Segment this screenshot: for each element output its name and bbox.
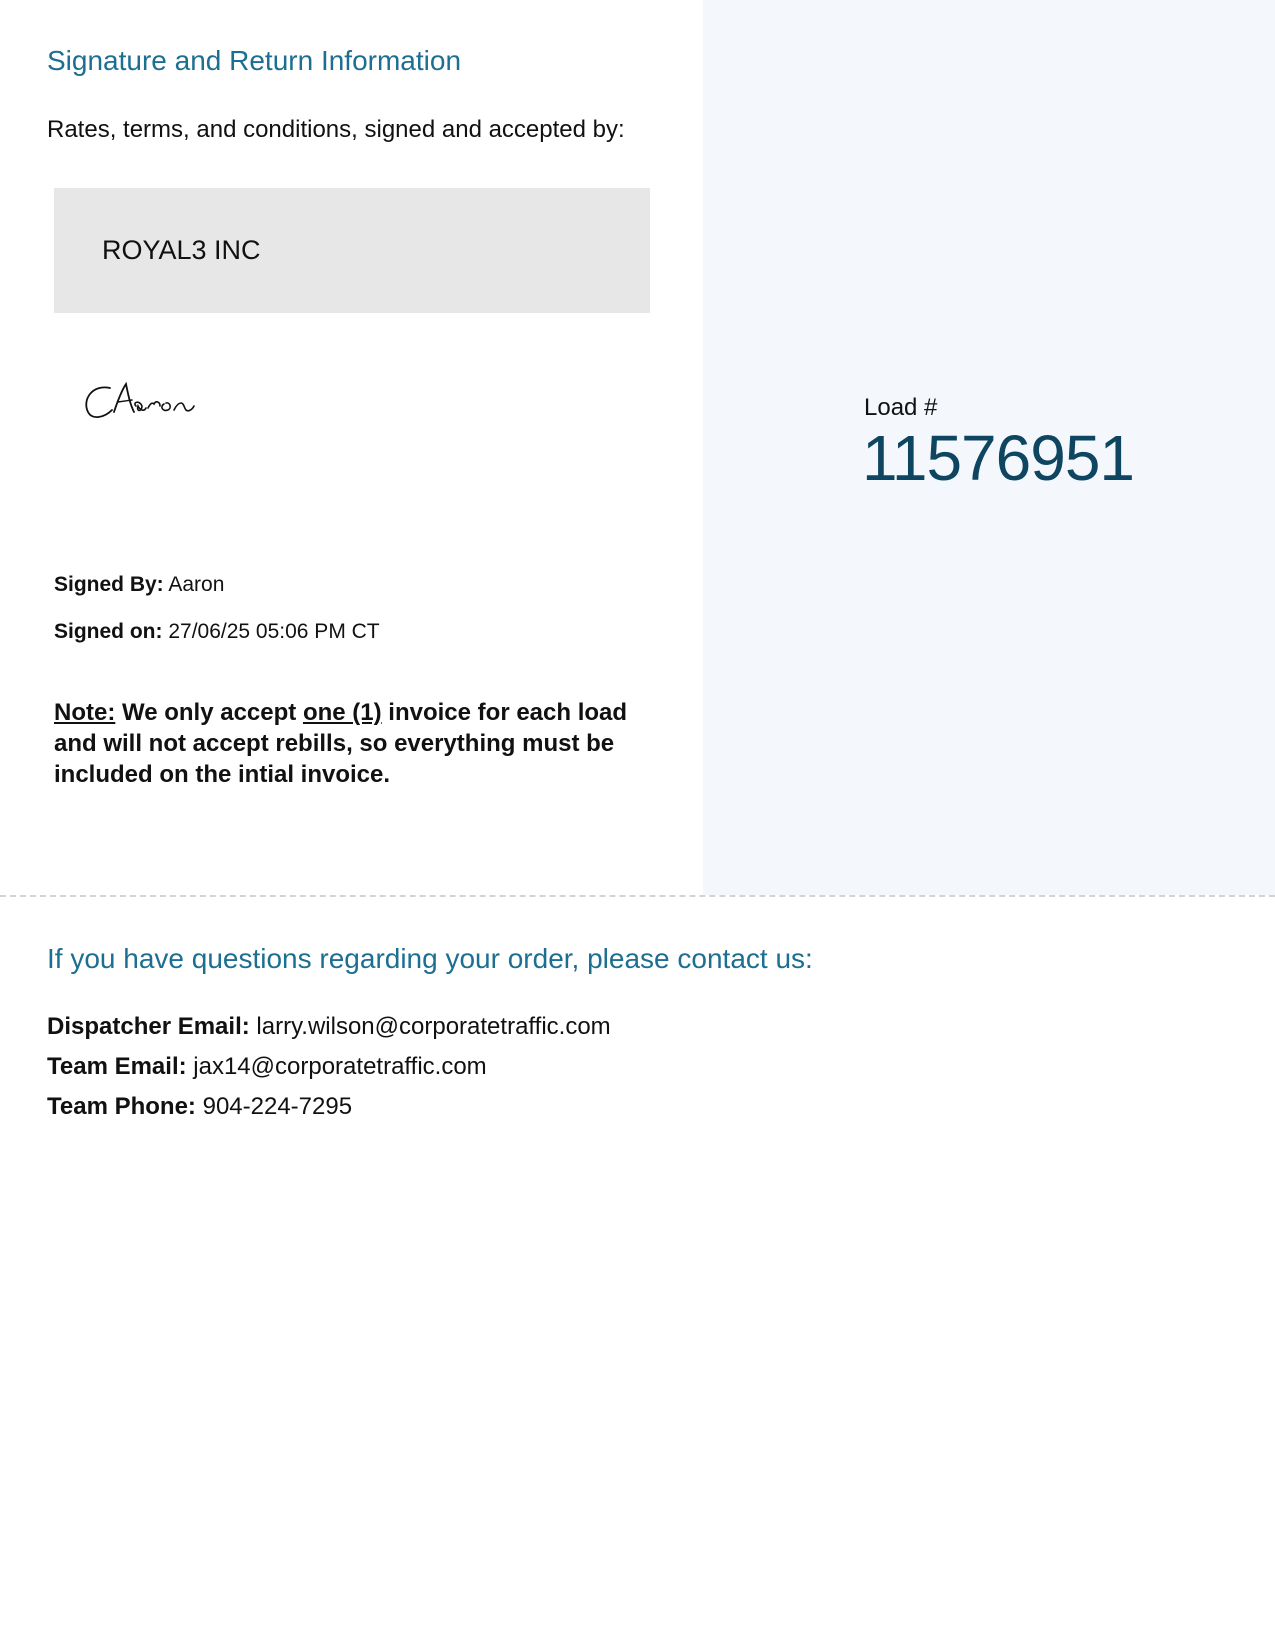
team-phone-label: Team Phone: [47,1093,196,1120]
signed-on-label: Signed on: [54,620,163,643]
acceptance-intro: Rates, terms, and conditions, signed and accepted by: [47,116,625,143]
team-phone[interactable]: 904-224-7295 [202,1093,353,1120]
load-label: Load # [864,394,938,421]
handwritten-signature [80,370,230,430]
team-email-line [47,1053,487,1081]
team-email-label: Team Email: [47,1053,187,1080]
contact-section-title: If you have questions regarding your order, please contact us: [47,943,813,974]
signed-by-line [54,573,224,597]
company-name-box [54,188,650,313]
dispatcher-email-line [47,1013,611,1041]
signed-by-value: Aaron [168,573,225,596]
team-phone-line [47,1093,352,1121]
signed-on-line [54,620,380,644]
note-label: Note: [54,699,116,726]
load-number: 11576951 [862,422,1134,494]
signed-by-label: Signed By: [54,573,164,596]
signature-section-title: Signature and Return Information [47,45,462,76]
dispatcher-email[interactable]: larry.wilson@corporatetraffic.com [256,1013,611,1040]
note-emphasis: one (1) [302,699,382,726]
note-text-before: We only accept [122,699,297,726]
company-name: ROYAL3 INC [102,235,261,265]
team-email[interactable]: jax14@corporatetraffic.com [193,1053,487,1080]
signed-on-value: 27/06/25 05:06 PM CT [168,620,380,643]
note-text-after: invoice for each load and will not accept rebills, so everything must be included on the intial invoice. [54,699,628,788]
invoice-note [54,697,654,790]
section-divider [0,895,1275,897]
dispatcher-email-label: Dispatcher Email: [47,1013,250,1040]
